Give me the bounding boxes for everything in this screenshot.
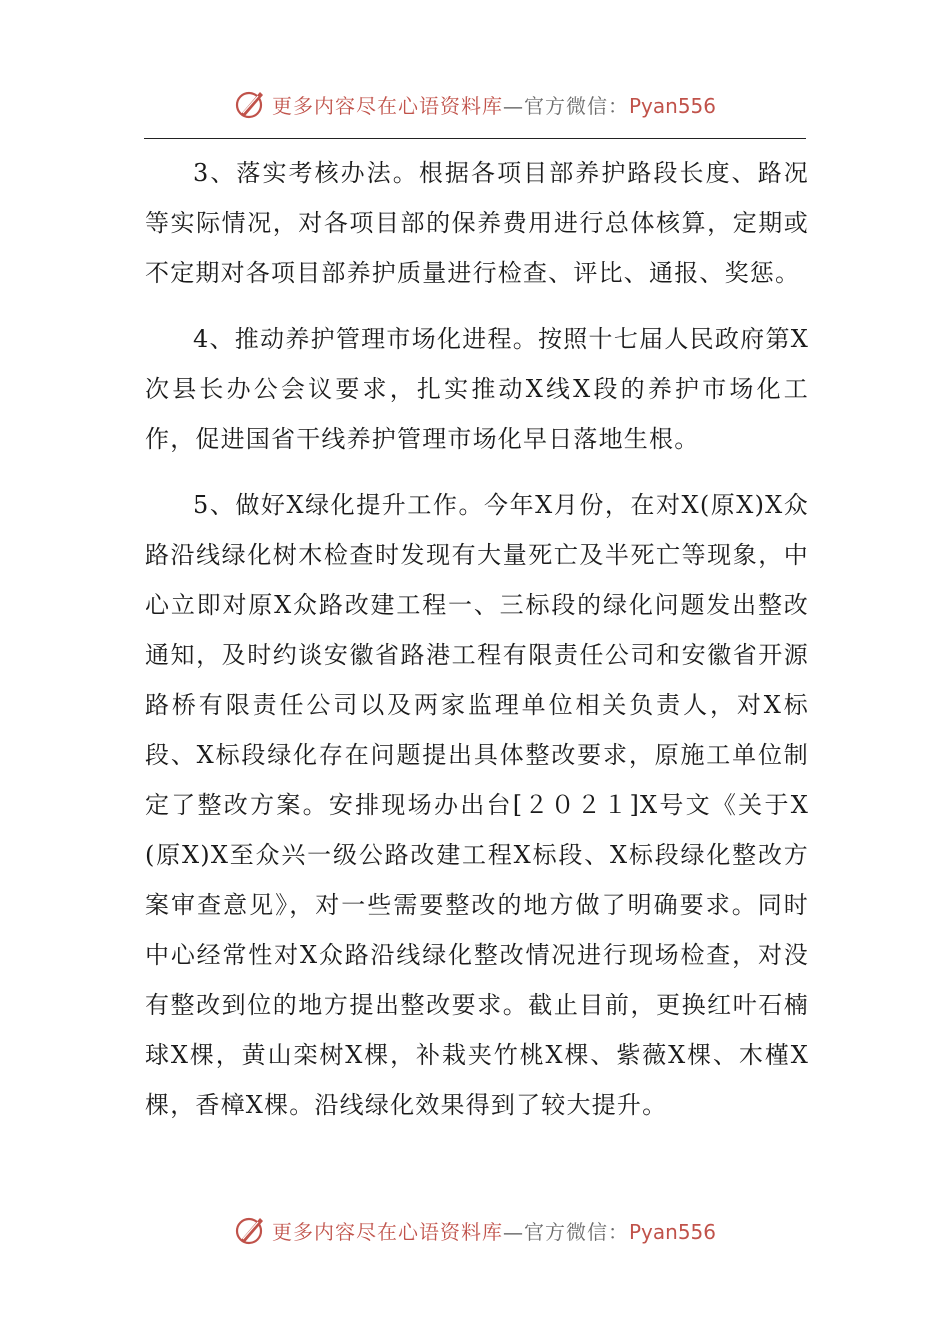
wechat-label: 官方微信：: [523, 1219, 629, 1244]
paragraph-5: 5、做好X绿化提升工作。今年X月份，在对X(原X)X众路沿线绿化树木检查时发现有大量死亡及半死亡等现象，中心立即对原X众路改建工程一、三标段的绿化问题发出整改通知，及时约谈安徽省路港工程有限责任公司和安徽省开源路桥有限责任公司以及两家监理单位相关负责人，对X标段、X标段绿化存在问题提出具体整改要求，原施工单位制定了整改方案。安排现场办出台[２０２１]X号文《关于X(原X)X至众兴一级公路改建工程X标段、X标段绿化整改方案审查意见》，对一些需要整改的地方做了明确要求。同时中心经常性对X众路沿线绿化整改情况进行现场检查，对没有整改到位的地方提出整改要求。截止目前，更换红叶石楠球X棵，黄山栾树X棵，补栽夹竹桃X棵、紫薇X棵、木槿X棵，香樟X棵。沿线绿化效果得到了较大提升。: [145, 491, 809, 1119]
banner-text: [272, 90, 716, 119]
banner-separator: —: [502, 1219, 524, 1244]
banner-separator: —: [502, 93, 524, 118]
wechat-id: Pyan556: [628, 93, 716, 118]
header-divider: [144, 138, 806, 139]
paragraph-4: 4、推动养护管理市场化进程。按照十七届人民政府第X次县长办公会议要求，扎实推动X线X段的养护市场化工作，促进国省干线养护管理市场化早日落地生根。: [145, 325, 809, 453]
wechat-label: 官方微信：: [523, 93, 629, 118]
document-body: [145, 148, 809, 1130]
paragraph-3: 3、落实考核办法。根据各项目部养护路段长度、路况等实际情况，对各项目部的保养费用进行总体核算，定期或不定期对各项目部养护质量进行检查、评比、通报、奖惩。: [145, 159, 809, 287]
footer-banner: [0, 1208, 950, 1252]
banner-title: 更多内容尽在心语资料库: [271, 1219, 503, 1244]
wechat-id: Pyan556: [628, 1219, 716, 1244]
banner-title: 更多内容尽在心语资料库: [271, 93, 503, 118]
banner-text: [272, 1216, 716, 1245]
quill-pen-icon: [234, 1213, 268, 1247]
quill-pen-icon: [234, 87, 268, 121]
header-banner: [0, 82, 950, 126]
